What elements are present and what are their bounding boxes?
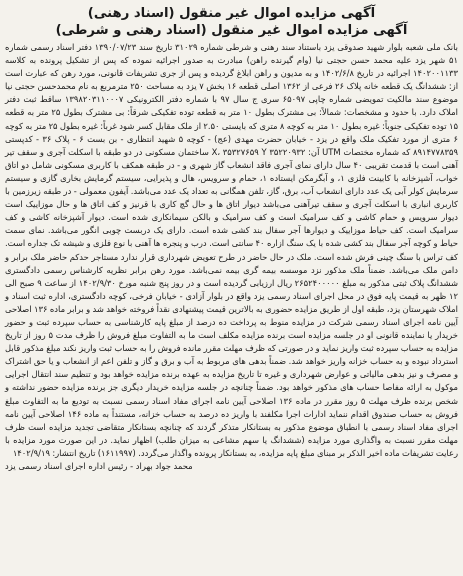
notice-header bbox=[5, 5, 458, 39]
notice-title: آگهی مزایده اموال غیر منقول (اسناد رهنی) bbox=[87, 6, 376, 21]
notice-subtitle: آگهی مزایده اموال غیر منقول (اسناد رهنی و شرطی) bbox=[55, 23, 408, 38]
notice-body: بانک ملی شعبه بلوار شهید صدوقی یزد باستناد سند رهنی و شرطی شماره ۳۱۰۲۹ تاریخ سند ۱۳۹۰/۰۷/۲۳ دفتر اسناد رسمی شماره ۵۱ شهر یزد علیه محمد حسن حجتی نیا (وام گیرنده راهن) مبادرت به صدور اجرائیه نموده که پس از تشکیل پرونده به کلاسه ۱۴۰۲۰۰۱۱۳۳ اجرائیه در تاریخ ۱۴۰۲/۶/۸ و به مدیون و راهن ابلاغ گردیده و پس از جری تشریفات قانونی، مورد رهن که عبارت است از: ششدانگ یک قطعه خانه پلاک ۲۶ فرعی از ۱۳۶۲ اصلی قطعه ۱۶ بخش ۷ یزد به مساحت ۲۵۰ مترمربع به نام محمدحسن حجتی نیا موضوع سند مالکیت تمویضی شماره چاپی ۶۵۰۹۷ سری ج سال ۹۷ با شماره دفتر الکترونیکی ۱۳۹۸۲۰۳۱۱۰۰۰۷ ساقط ثبت دفتر املاک دارد. با حدود و مشخصات: شمالاً: بی مشترک بطول ۱۰ متر به قطعه توده تفکیکی شرقاً: بی مشترک بطول ۲۵ متر به قطعه ۱۵ توده تفکیکی جنوباً: غیره بطول ۱۰ متر به کوچه ۸ متری که بایستی ۲.۵۰ از ملک مقابل کسر شود غرباً: غیره بطول ۲۵ متر به کوچه ۶ متری از مورد تفکیک ملک واقع در یزد - خیابان حضرت مهدی (عج) - کوچه ۵ شهید انتظاری - بن بست ۶ - پلاک ۳۶ - کدپستی ۸۹۱۴۷۷۸۳۵۹ که شماره مختصات UTM آن: ۳۵۲۲۰۹۳۲ X، ۳۵۳۲۷۶۵۹ Y ساختمان مسکونی در دو طبقه با اسکلت آجری و سقف تیر آهنی است با قدمت تقریبی ۴۰ سال دارای نمای آجری فاقد انشعاب گاز شهری و - در طبقه همکف با کاربری مسکونی شامل دو اتاق خواب، آشپزخانه با کابینت فلزی ۱، و آبگرمکن ایستاده ۱، حمام و سرویس، هال و پذیرایی، سیستم گرمایش بخاری گازی و سیستم سرمایش کولر آبی یک عدد دارای انشعاب آب، برق، گاز، تلفن همگانی به تعداد یک عدد می‌باشد. آیفون معمولی - در طبقه زیرزمین با کاربری انباری با اسکلت آجری و سقف تیرآهنی می‌باشد دیوار اتاق ها و حال گچ کاری با قرنیز و کف اتاق ها و حال موزاییک است دیوار سرویس و حمام کاشی و کف سرامیک است و کف سرامیک و بالکن سیمانکاری شده است. دیوار آشپزخانه کاشی و کف سرامیک است. کف حیاط موزاییک و دیوارها آجر سفال بند کشی شده است. دارای یک دربست چوبی انگور می‌باشد. نمای سمت حیاط و کوچه آجر سفال بند کشی شده با یک سنگ ازاره ۴۰ سانتی است. درب و پنجره ها آهنی با نوع فلزی و شیشه تک جداره است. کف تراس با سنگ چینی فرش شده است. ملک در حال حاضر در طرح تعویض شهرداری قرار ندارد مستاجر حدکم حاضر ملک برابر و دامن ملک می‌باشد. ضمناً ملک مذکور نزد موسسه بیمه گری بیمه نمی‌باشد. مورد رهن برابر نظریه کارشناس رسمی دادگستری ششدانگ پلاک ثبتی مذکور به مبلغ ۲۶۵۲۴۰۰۰۰۰ ریال ارزیابی گردیده است و در روز پنج شنبه مورخ ۱۴۰۲/۹/۳۰ از ساعت ۹ صبح الی ۱۲ ظهر به قیمت پایه فوق در محل اجرای اسناد رسمی یزد واقع در بلوار آزادی - خیابان فرخی، کوچه دادگستری، اداره ثبت اسناد و املاک شهرستان یزد، طبقه اول از طریق مزایده حضوری به بالاترین قیمت پیشنهادی نقداً فروخته خواهد شد و برابر ماده ۱۳۶ اصلاحی آیین نامه اجرای اسناد رسمی شرکت در مزایده منوط به پرداخت ده درصد از مبلغ پایه کارشناسی به حساب سپرده ثبت و حضور خریدار یا نماینده قانونی او در جلسه مزایده است برنده مزایده مکلف است ما به التفاوت مبلغ فروش را ظرف مدت ۵ روز از تاریخ مزایده به حساب سپرده ثبت واریز نماید و در صورتی که ظرف مهلت مقرر مانده فروش را به حساب ثبت واریز نکند مبلغ مذکور قابل استرداد نبوده و به حساب خزانه واریز خواهد شد. ضمناً بدهی های مربوط به آب و برق و گاز و تلفن اعم از انشعاب و یا حق اشتراک و مصرف و نیز بدهی مالیاتی و عوارض شهرداری و غیره تا تاریخ مزایده به عهده برنده مزایده خواهد بود و تنظیم سند انتقال اجرایی موکول به ارائه مفاصا حساب های مذکور خواهد بود. ضمناً چنانچه در جلسه مزایده خریدار دیگری جز برنده مزایده حضور نداشته و شخص برنده ظرف مهلت ۵ روز مقرر در ماده ۱۳۶ اصلاحی آیین نامه اجرای مفاد اسناد رسمی نسبت به تودیع ما به التفاوت مبلغ فروش به حساب صندوق اقدام ننماید ادارات اجرا مکلفند با واریز ده درصد به حساب خزانه، مستنداً به ماده ۱۴۶ اصلاحی آیین نامه اجرای مفاد اسناد رسمی با انطباق موضوع مذکور به بستانکار متذکر گردند که چنانچه بستانکار متقاضی تجدید مزایده است ظرف مهلت مقرر نسبت به واگذاری مورد مزایده (ششدانگ یا سهم مشاعی به میزان طلب) اظهار نماید. در این صورت مورد مزایده با رعایت تشریفات ماده اخیر الذکر بر مبنای مبلغ پایه مزایده، به بستانکار پرونده واگذار می‌گردد. (۱۶۱۱۹۹۷) تاریخ انتشار: ۱۴۰۲/۹/۱۹ bbox=[5, 42, 459, 458]
notice-signature: محمد جواد بهراد - رئیس اداره اجرای اسناد رسمی یزد bbox=[5, 461, 193, 471]
